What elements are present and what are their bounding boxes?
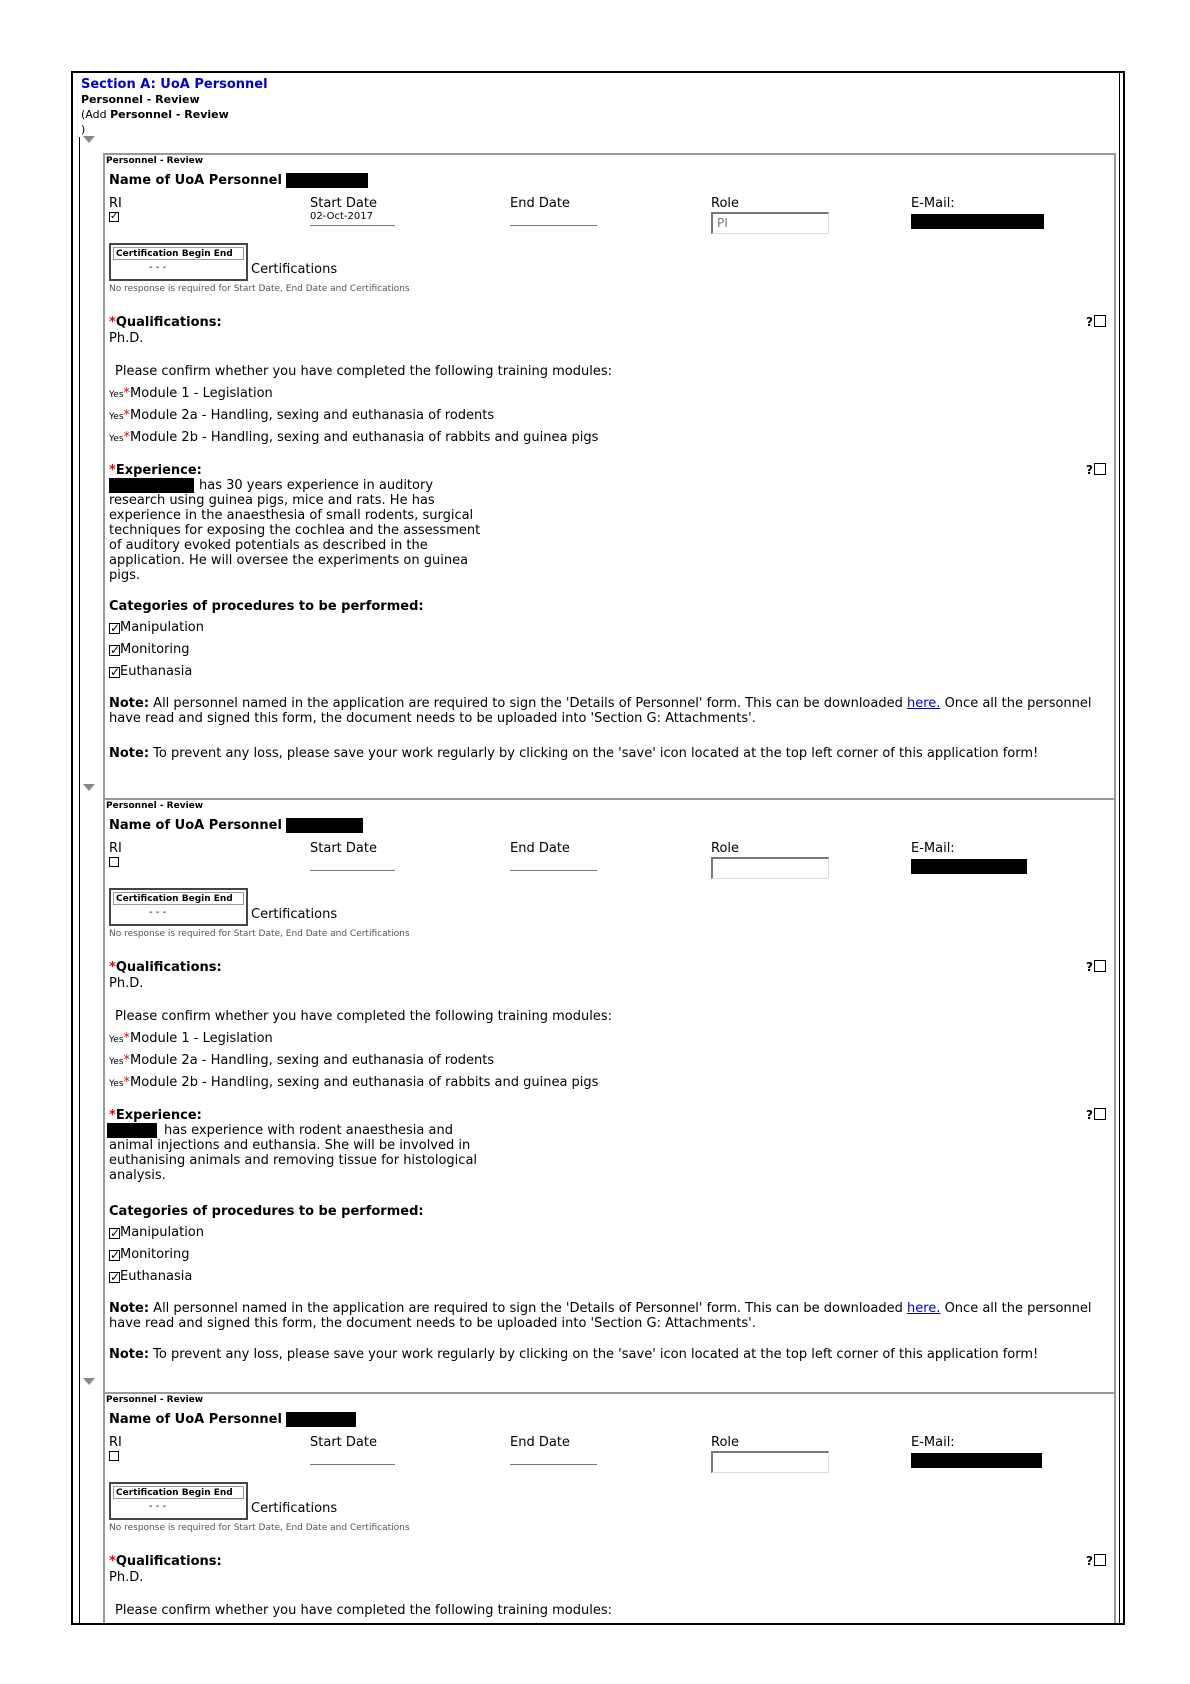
- training-confirm-text: Please confirm whether you have completed the following training modules:: [115, 364, 613, 379]
- note-personnel-form: [109, 1301, 1109, 1331]
- start-date-label: Start Date: [310, 1435, 377, 1450]
- required-marker: *: [123, 408, 131, 423]
- redacted-person: [107, 1123, 157, 1138]
- section-frame: [71, 71, 1125, 1625]
- redacted-email: [911, 214, 1044, 229]
- no-response-note: No response is required for Start Date, End Date and Certifications: [109, 284, 410, 294]
- experience-label: [109, 1108, 202, 1123]
- personnel-block-2: [103, 798, 1116, 1394]
- note-text: All personnel named in the application are required to sign the 'Details of Personnel' form. This can be downloaded: [149, 696, 907, 711]
- help-mark: ?: [1086, 463, 1093, 477]
- experience-text: Experience:: [115, 1108, 202, 1123]
- frame-border: [1119, 73, 1120, 1623]
- start-date-underline: [310, 1464, 395, 1465]
- start-date-label: Start Date: [310, 841, 377, 856]
- ri-label: RI: [109, 1435, 122, 1450]
- certifications-label: Certifications: [251, 262, 338, 277]
- module-1: [109, 1031, 273, 1046]
- note-bold: Note:: [109, 746, 150, 761]
- module-label: Module 2b - Handling, sexing and euthanasia of rabbits and guinea pigs: [130, 430, 599, 445]
- certifications-label: Certifications: [251, 1501, 338, 1516]
- redacted-name: [286, 1412, 356, 1427]
- required-marker: *: [123, 1053, 131, 1068]
- note-bold: Note:: [109, 696, 150, 711]
- personnel-block-3: [103, 1392, 1116, 1625]
- required-marker: *: [109, 1554, 116, 1569]
- redacted-email: [911, 1453, 1042, 1468]
- category-checkbox[interactable]: ✓: [110, 1248, 121, 1262]
- qualifications-help-icon[interactable]: [1086, 315, 1106, 329]
- qualifications-help-icon[interactable]: [1086, 1554, 1106, 1568]
- help-mark: ?: [1086, 1554, 1093, 1568]
- redacted-name: [286, 818, 363, 833]
- qualifications-value: Ph.D.: [109, 331, 144, 346]
- note-text: To prevent any loss, please save your work regularly by clicking on the 'save' icon located at the top left corner of this application form!: [149, 746, 1039, 761]
- category-manipulation: [109, 1225, 204, 1240]
- module-label: Module 1 - Legislation: [130, 1031, 273, 1046]
- module-answer: Yes: [109, 412, 124, 422]
- redacted-email: [911, 859, 1027, 874]
- category-checkbox[interactable]: ✓: [110, 621, 121, 635]
- certification-table: [109, 888, 248, 926]
- categories-heading: Categories of procedures to be performed:: [109, 1204, 424, 1219]
- name-label: Name of UoA Personnel: [109, 818, 282, 833]
- no-response-note: No response is required for Start Date, End Date and Certifications: [109, 1523, 410, 1533]
- end-date-label: End Date: [510, 196, 570, 211]
- note-save-work: [109, 746, 1109, 761]
- note-personnel-form: [109, 696, 1109, 726]
- module-2b: [109, 430, 598, 445]
- module-label: Module 2b - Handling, sexing and euthanasia of rabbits and guinea pigs: [130, 1075, 599, 1090]
- module-answer: Yes: [109, 434, 124, 444]
- experience-text: Experience:: [115, 463, 202, 478]
- note-save-work: [109, 1347, 1109, 1362]
- required-marker: *: [123, 386, 131, 401]
- role-label: Role: [711, 1435, 740, 1450]
- subtitle-prefix: (Add: [81, 108, 111, 121]
- ri-label: RI: [109, 841, 122, 856]
- category-euthanasia: [109, 1269, 192, 1284]
- qualifications-value: Ph.D.: [109, 976, 144, 991]
- subtitle-add: Personnel - Review: [110, 108, 229, 121]
- start-date-underline: [310, 225, 395, 226]
- block-title: Personnel - Review: [106, 1395, 204, 1405]
- category-label: Monitoring: [120, 642, 190, 657]
- required-marker: *: [109, 960, 116, 975]
- section-header: [81, 77, 268, 137]
- certification-table: [109, 1482, 248, 1520]
- category-checkbox[interactable]: ✓: [110, 665, 121, 679]
- module-2a: [109, 408, 494, 423]
- personnel-name-row: [109, 1412, 356, 1427]
- category-label: Manipulation: [120, 1225, 205, 1240]
- start-date-value: 02-Oct-2017: [310, 211, 373, 222]
- training-confirm-text: Please confirm whether you have completed the following training modules:: [115, 1009, 613, 1024]
- note-text: To prevent any loss, please save your work regularly by clicking on the 'save' icon located at the top left corner of this application form!: [149, 1347, 1039, 1362]
- redacted-person: [109, 478, 194, 493]
- module-label: Module 2a - Handling, sexing and euthanasia of rodents: [130, 1053, 495, 1068]
- collapse-toggle-icon[interactable]: [83, 784, 95, 791]
- cert-header: Certification Begin End: [113, 1486, 244, 1499]
- category-label: Manipulation: [120, 620, 205, 635]
- note-bold: Note:: [109, 1301, 150, 1316]
- start-date-underline: [310, 870, 395, 871]
- frame-border: [79, 137, 80, 1623]
- required-marker: *: [123, 1031, 131, 1046]
- experience-value: has experience with rodent anaesthesia and animal injections and euthansia. She will be involved in euthanising animals and removing tissue for histological analysis.: [109, 1123, 478, 1183]
- subtitle-close: ): [81, 123, 86, 136]
- role-input[interactable]: PI: [711, 212, 829, 234]
- personnel-name-row: [109, 818, 363, 833]
- experience-value: has 30 years experience in auditory research using guinea pigs, mice and rats. He has experience in the anaesthesia of small rodents, surgical techniques for exposing the cochlea and the assessment of auditory evoked potentials as described in the application. He will oversee the experiments on guinea pigs.: [109, 478, 481, 583]
- category-label: Euthanasia: [120, 664, 193, 679]
- ri-label: RI: [109, 196, 122, 211]
- required-marker: *: [123, 430, 131, 445]
- email-label: E-Mail:: [911, 1435, 955, 1450]
- help-mark: ?: [1086, 1108, 1093, 1122]
- module-2b: [109, 1075, 598, 1090]
- cert-values: - - -: [149, 907, 167, 918]
- category-manipulation: [109, 620, 204, 635]
- section-title: Section A: UoA Personnel: [81, 77, 268, 92]
- module-2a: [109, 1053, 494, 1068]
- required-marker: *: [123, 1075, 131, 1090]
- category-euthanasia: [109, 664, 192, 679]
- certifications-label: Certifications: [251, 907, 338, 922]
- qualifications-label: [109, 315, 222, 330]
- qualifications-text: Qualifications:: [115, 960, 222, 975]
- help-mark: ?: [1086, 960, 1093, 974]
- certification-table: [109, 243, 248, 281]
- help-mark: ?: [1086, 315, 1093, 329]
- category-monitoring: [109, 1247, 190, 1262]
- category-checkbox[interactable]: ✓: [110, 1270, 121, 1284]
- email-label: E-Mail:: [911, 196, 955, 211]
- module-1: [109, 386, 273, 401]
- qualifications-help-icon[interactable]: [1086, 960, 1106, 974]
- ri-checkbox[interactable]: [109, 857, 119, 867]
- end-date-label: End Date: [510, 1435, 570, 1450]
- qualifications-text: Qualifications:: [115, 1554, 222, 1569]
- required-marker: *: [109, 315, 116, 330]
- qualifications-label: [109, 960, 222, 975]
- experience-help-icon[interactable]: [1086, 1108, 1106, 1122]
- note-text: All personnel named in the application are required to sign the 'Details of Personnel' form. This can be downloaded: [149, 1301, 907, 1316]
- personnel-name-row: [109, 173, 368, 188]
- role-label: Role: [711, 841, 740, 856]
- download-link[interactable]: here.: [907, 1301, 941, 1316]
- start-date-label: Start Date: [310, 196, 377, 211]
- name-label: Name of UoA Personnel: [109, 1412, 282, 1427]
- category-checkbox[interactable]: ✓: [110, 643, 121, 657]
- role-input[interactable]: [711, 1451, 829, 1473]
- cert-values: - - -: [149, 1501, 167, 1512]
- end-date-underline: [510, 870, 597, 871]
- module-label: Module 1 - Legislation: [130, 386, 273, 401]
- ri-checkbox[interactable]: ✓: [110, 211, 119, 222]
- end-date-underline: [510, 225, 597, 226]
- note-text: Once all the personnel have read and signed this form, the document needs to be uploaded into 'Section G: Attachments'.: [109, 1301, 1092, 1331]
- cert-header: Certification Begin End: [113, 892, 244, 905]
- experience-help-icon[interactable]: [1086, 463, 1106, 477]
- category-checkbox[interactable]: ✓: [110, 1226, 121, 1240]
- note-text: Once all the personnel have read and signed this form, the document needs to be uploaded into 'Section G: Attachments'.: [109, 696, 1092, 726]
- personnel-block-1: [103, 153, 1116, 800]
- download-link[interactable]: here.: [907, 696, 941, 711]
- training-confirm-text: Please confirm whether you have completed the following training modules:: [115, 1603, 613, 1618]
- category-monitoring: [109, 642, 190, 657]
- module-answer: Yes: [109, 390, 124, 400]
- category-label: Monitoring: [120, 1247, 190, 1262]
- note-bold: Note:: [109, 1347, 150, 1362]
- end-date-label: End Date: [510, 841, 570, 856]
- categories-heading: Categories of procedures to be performed:: [109, 599, 424, 614]
- module-answer: Yes: [109, 1057, 124, 1067]
- cert-header: Certification Begin End: [113, 247, 244, 260]
- qualifications-value: Ph.D.: [109, 1570, 144, 1585]
- role-input[interactable]: [711, 857, 829, 879]
- redacted-name: [286, 173, 368, 188]
- required-marker: *: [109, 1108, 116, 1123]
- qualifications-text: Qualifications:: [115, 315, 222, 330]
- experience-label: [109, 463, 202, 478]
- cert-values: - - -: [149, 262, 167, 273]
- subtitle-line1: Personnel - Review: [81, 93, 200, 106]
- qualifications-label: [109, 1554, 222, 1569]
- block-title: Personnel - Review: [106, 801, 204, 811]
- name-label: Name of UoA Personnel: [109, 173, 282, 188]
- module-answer: Yes: [109, 1035, 124, 1045]
- module-label: Module 2a - Handling, sexing and euthanasia of rodents: [130, 408, 495, 423]
- collapse-toggle-icon[interactable]: [83, 136, 95, 143]
- block-title: Personnel - Review: [106, 156, 204, 166]
- required-marker: *: [109, 463, 116, 478]
- category-label: Euthanasia: [120, 1269, 193, 1284]
- ri-checkbox[interactable]: [109, 1451, 119, 1461]
- no-response-note: No response is required for Start Date, End Date and Certifications: [109, 929, 410, 939]
- end-date-underline: [510, 1464, 597, 1465]
- module-answer: Yes: [109, 1079, 124, 1089]
- collapse-toggle-icon[interactable]: [83, 1378, 95, 1385]
- role-label: Role: [711, 196, 740, 211]
- email-label: E-Mail:: [911, 841, 955, 856]
